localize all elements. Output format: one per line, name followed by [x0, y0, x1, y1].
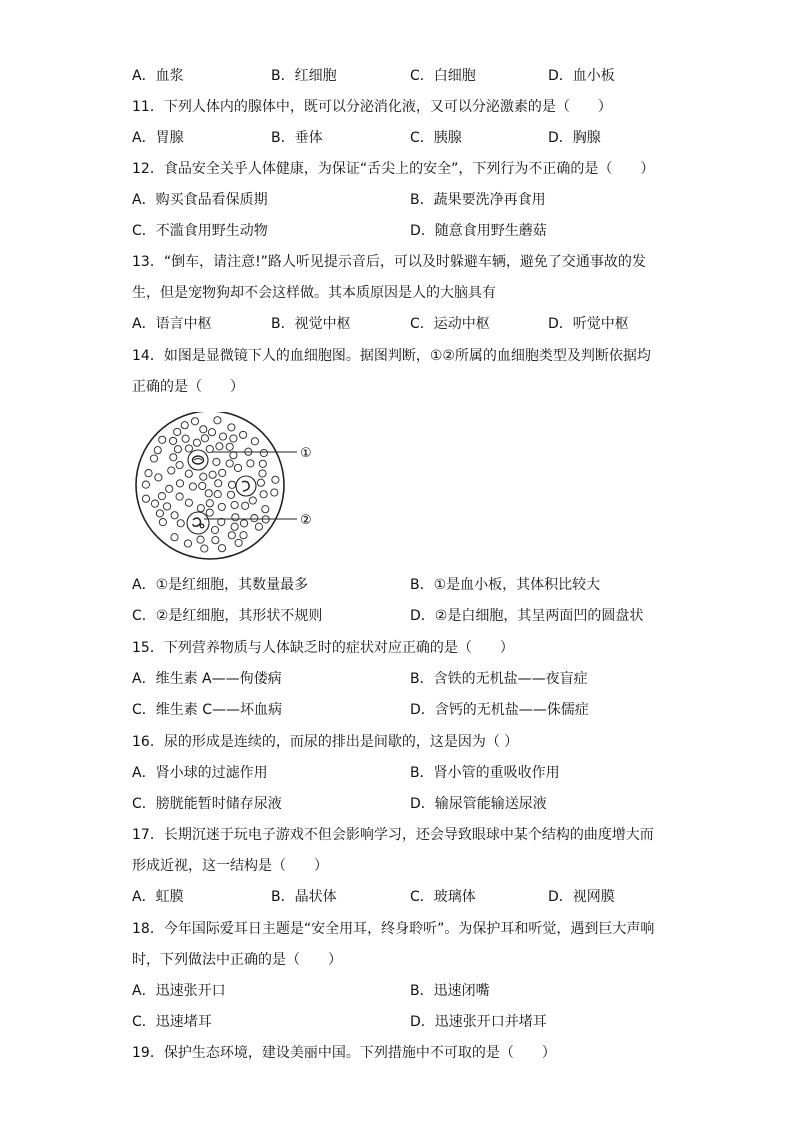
red-blood-cell	[154, 447, 161, 454]
red-blood-cell	[156, 510, 163, 517]
red-blood-cell	[215, 480, 222, 487]
red-blood-cell	[170, 454, 177, 461]
red-blood-cell	[200, 473, 207, 480]
red-blood-cell	[234, 464, 241, 471]
q17-stem-line1: 17．长期沉迷于玩电子游戏不但会影响学习，还会导致眼球中某个结构的曲度增大而	[132, 827, 654, 843]
red-blood-cell	[211, 526, 218, 533]
red-blood-cell	[216, 443, 223, 450]
red-blood-cell	[232, 514, 239, 521]
red-blood-cell	[168, 467, 175, 474]
q12-option-b: B．蔬果要洗净再食用	[410, 192, 546, 208]
q13-stem-line1: 13．“倒车，请注意!”路人听见提示音后，可以及时躲避车辆，避免了交通事故的发	[132, 254, 646, 270]
red-blood-cell	[201, 545, 208, 552]
red-blood-cell	[185, 470, 192, 477]
figure-label-2: ②	[300, 513, 312, 528]
q11-option-b: B．垂体	[271, 130, 323, 146]
red-blood-cell	[197, 505, 204, 512]
q13-option-a: A．语言中枢	[132, 316, 212, 332]
red-blood-cell	[227, 491, 234, 498]
red-blood-cell	[228, 481, 235, 488]
red-blood-cell	[185, 499, 192, 506]
figure-label-1: ①	[300, 446, 312, 461]
red-blood-cell	[240, 431, 247, 438]
red-blood-cell	[174, 446, 181, 453]
q10-option-a: A．血浆	[132, 68, 184, 84]
red-blood-cell	[214, 491, 221, 498]
red-blood-cell	[181, 422, 188, 429]
red-blood-cell	[272, 476, 279, 483]
q10-option-b: B．红细胞	[271, 68, 337, 84]
red-blood-cell	[191, 418, 198, 425]
red-blood-cell	[218, 503, 225, 510]
red-blood-cell	[184, 540, 191, 547]
q11-option-c: C．胰腺	[410, 130, 462, 146]
red-blood-cell	[197, 536, 204, 543]
red-blood-cell	[235, 539, 242, 546]
red-blood-cell	[255, 523, 262, 530]
red-blood-cell	[208, 429, 215, 436]
red-blood-cell	[206, 500, 213, 507]
red-blood-cell	[259, 470, 266, 477]
q16-option-d: D．输尿管能输送尿液	[410, 796, 547, 812]
red-blood-cell	[205, 490, 212, 497]
red-blood-cell	[193, 439, 200, 446]
q12-stem: 12．食品安全关乎人体健康，为保证“舌尖上的安全”，下列行为不正确的是（ ）	[132, 161, 655, 177]
red-blood-cell	[247, 460, 254, 467]
q14-stem-line2: 正确的是（ ）	[132, 379, 244, 395]
red-blood-cell	[213, 458, 220, 465]
q10-option-c: C．白细胞	[410, 68, 476, 84]
q15-option-d: D．含钙的无机盐——侏儒症	[410, 702, 589, 718]
red-blood-cell	[251, 515, 258, 522]
q11-option-d: D．胸腺	[548, 130, 601, 146]
q18-stem-line2: 时，下列做法中正确的是（ ）	[132, 952, 342, 968]
red-blood-cell	[271, 489, 278, 496]
q16-option-a: A．肾小球的过滤作用	[132, 765, 268, 781]
q17-option-c: C．玻璃体	[410, 889, 476, 905]
red-blood-cell	[226, 460, 233, 467]
red-blood-cell	[231, 523, 238, 530]
blood-cell-micrograph	[132, 412, 332, 562]
q16-option-c: C．膀胱能暂时储存尿液	[132, 796, 282, 812]
q18-option-c: C．迅速堵耳	[132, 1014, 212, 1030]
red-blood-cell	[262, 506, 269, 513]
red-blood-cell	[142, 481, 149, 488]
q17-option-b: B．晶状体	[271, 889, 337, 905]
q14-option-d: D．②是白细胞，其呈两面凹的圆盘状	[410, 608, 644, 624]
red-blood-cell	[242, 502, 249, 509]
q15-option-c: C．维生素 C——坏血病	[132, 702, 283, 718]
red-blood-cell	[142, 495, 149, 502]
red-blood-cell	[260, 491, 267, 498]
red-blood-cell	[230, 452, 237, 459]
white-blood-cell-1	[188, 450, 208, 470]
q17-option-a: A．虹膜	[132, 889, 184, 905]
q17-option-d: D．视网膜	[548, 889, 615, 905]
red-blood-cell	[159, 519, 166, 526]
red-blood-cell	[249, 497, 256, 504]
q13-stem-line2: 生，但是宠物狗却不会这样做。其本质原因是人的大脑具有	[132, 285, 496, 301]
red-blood-cell	[209, 471, 216, 478]
red-blood-cell	[185, 445, 192, 452]
red-blood-cell	[201, 435, 208, 442]
q11-stem: 11．下列人体内的腺体中，既可以分泌消化液，又可以分泌激素的是（ ）	[132, 99, 612, 115]
q19-stem: 19．保护生态环境，建设美丽中国。下列措施中不可取的是（ ）	[132, 1045, 556, 1061]
white-blood-cell-2	[236, 476, 256, 496]
blood-cell-svg	[132, 412, 332, 562]
q17-stem-line2: 形成近视，这一结构是（ ）	[132, 858, 328, 874]
red-blood-cell	[257, 479, 264, 486]
q13-option-b: B．视觉中枢	[271, 316, 351, 332]
red-blood-cell	[212, 537, 219, 544]
red-blood-cell	[230, 435, 237, 442]
red-blood-cell	[231, 501, 238, 508]
q18-option-d: D．迅速张开口并堵耳	[410, 1014, 547, 1030]
q14-option-b: B．①是血小板，其体积比较大	[410, 577, 601, 593]
red-blood-cell	[166, 485, 173, 492]
red-blood-cell	[176, 493, 183, 500]
red-blood-cell	[240, 532, 247, 539]
red-blood-cell	[177, 520, 184, 527]
q18-stem-line1: 18．今年国际爱耳日主题是“安全用耳，终身聆听”。为保护耳和听觉，遇到巨大声响	[132, 921, 655, 937]
q12-option-a: A．购买食品看保质期	[132, 192, 268, 208]
q18-option-b: B．迅速闭嘴	[410, 983, 490, 999]
q12-option-c: C．不滥食用野生动物	[132, 223, 268, 239]
red-blood-cell	[182, 435, 189, 442]
red-blood-cell	[171, 534, 178, 541]
red-blood-cell	[200, 426, 207, 433]
red-blood-cell	[150, 455, 157, 462]
q14-option-c: C．②是红细胞，其形状不规则	[132, 608, 323, 624]
red-blood-cell	[228, 424, 235, 431]
q11-option-a: A．胃腺	[132, 130, 184, 146]
red-blood-cell	[163, 503, 170, 510]
q13-option-d: D．听觉中枢	[548, 316, 629, 332]
q15-option-a: A．维生素 A——佝偻病	[132, 671, 282, 687]
red-blood-cell	[155, 474, 162, 481]
red-blood-cell	[219, 469, 226, 476]
q13-option-c: C．运动中枢	[410, 316, 490, 332]
red-blood-cell	[174, 428, 181, 435]
red-blood-cell	[159, 436, 166, 443]
red-blood-cell	[218, 545, 225, 552]
red-blood-cell	[176, 461, 183, 468]
red-blood-cell	[226, 443, 233, 450]
red-blood-cell	[219, 433, 226, 440]
red-blood-cell	[260, 449, 267, 456]
red-blood-cell	[214, 417, 221, 424]
red-blood-cell	[199, 482, 206, 489]
q12-option-d: D．随意食用野生蘑菇	[410, 223, 547, 239]
red-blood-cell	[171, 512, 178, 519]
red-blood-cell	[206, 509, 213, 516]
red-blood-cell	[241, 520, 248, 527]
red-blood-cell	[170, 437, 177, 444]
white-blood-cell-3	[187, 512, 209, 534]
red-blood-cell	[145, 470, 152, 477]
q15-option-b: B．含铁的无机盐——夜盲症	[410, 671, 588, 687]
red-blood-cell	[189, 483, 196, 490]
q10-option-d: D．血小板	[548, 68, 615, 84]
red-blood-cell	[251, 438, 258, 445]
q16-option-b: B．肾小管的重吸收作用	[410, 765, 560, 781]
q16-stem: 16．尿的形成是连续的，而尿的排出是间歇的，这是因为（ ）	[132, 734, 519, 750]
red-blood-cell	[151, 500, 158, 507]
red-blood-cell	[158, 493, 165, 500]
q18-option-a: A．迅速张开口	[132, 983, 226, 999]
red-blood-cell	[259, 460, 266, 467]
q14-option-a: A．①是红细胞，其数量最多	[132, 577, 309, 593]
q14-stem-line1: 14．如图是显微镜下人的血细胞图。据图判断，①②所属的血细胞类型及判断依据均	[132, 348, 651, 364]
red-blood-cell	[176, 480, 183, 487]
q15-stem: 15．下列营养物质与人体缺乏时的症状对应正确的是（ ）	[132, 640, 514, 656]
red-blood-cell	[228, 532, 235, 539]
